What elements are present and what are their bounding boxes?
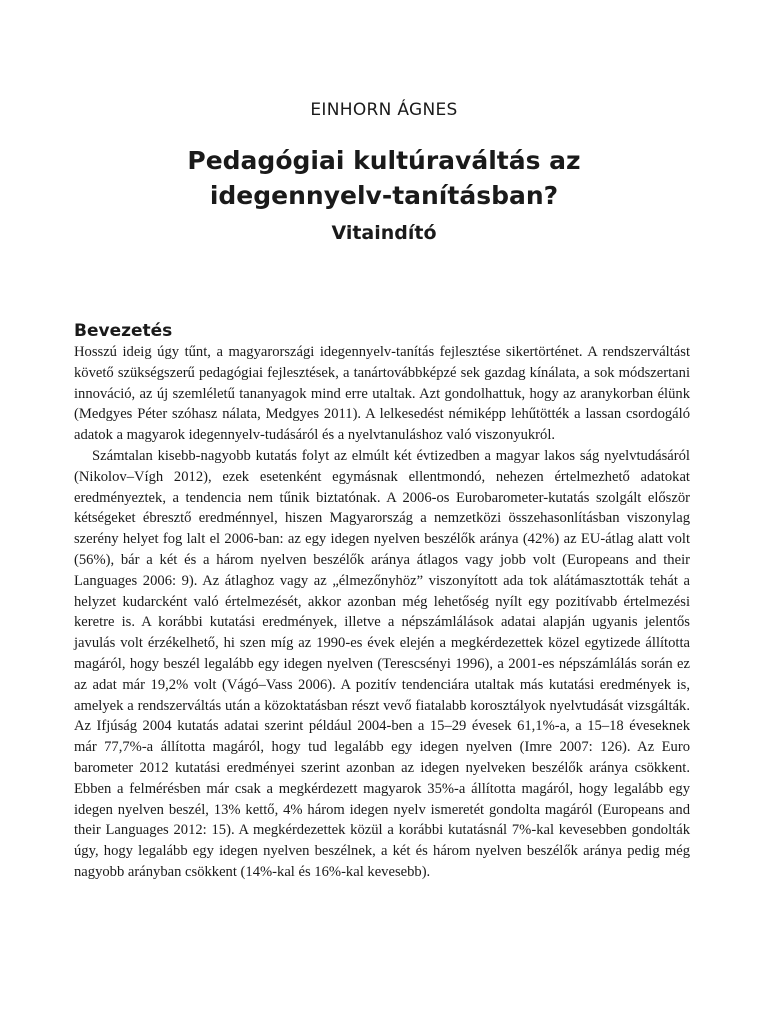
body-text xyxy=(74,342,690,883)
title-line-2: idegennyelv-tanításban? xyxy=(209,181,559,210)
paragraph-1: Hosszú ideig úgy tűnt, a magyarországi idegennyelv-tanítás fejlesztése sikertörténet. A rendszerváltást követő szükségszerű pedagógiai fejlesztések, a tanártovábbképzé sek gazdag kínálata, a sok módszertani innováció, az új szemléletű tananyagok mind erre utaltak. Azt gondolhattuk, hogy az aranykorban élünk (Medgyes Péter szóhasz nálata, Medgyes 2011). A lelkesedést némiképp lehűtötték a lassan csordogáló adatok a magyarok idegennyelv-tudásáról és a nyelvtanuláshoz való viszonyukról. xyxy=(74,344,690,444)
paragraph-2: Számtalan kisebb-nagyobb kutatás folyt az elmúlt két évtizedben a magyar lakos ság nyelvtudásáról (Nikolov–Vígh 2012), ezek esetenként egymásnak ellentmondó, nehezen értelmezhető adatokat eredményeztek, a tendencia nem tűnik biztatónak. A 2006-os Eurobarometer-kutatás szolgált először kétségeket ébresztő eredménnyel, hiszen Magyarország a nemzetközi összehasonlításban viszonylag szerény helyet fog lalt el 2006-ban: az egy idegen nyelven beszélők aránya (42%) az EU-átlag alatt volt (56%), bár a két és a három nyelven beszélők aránya átlagos vagy jobb volt (Europeans and their Languages 2006: 9). Az átlaghoz vagy az „élmezőnyhöz” viszonyított ada tok alátámasztották tehát a helyzet kudarcként való értelmezését, akkor azonban még lehetőség nyílt egy pozitívabb értelmezési keretre is. A korábbi kutatási eredmények, illetve a népszámlálások adatai alapján ugyanis jelentős javulás volt érzékelhető, hi szen míg az 1990-es évek elején a megkérdezettek közel egytizede állította magáról, hogy beszél legalább egy idegen nyelven (Terescsényi 1996), a 2001-es népszámlálás során ez az adat már 19,2% volt (Vágó–Vass 2006). A pozitív tendenciára utaltak más kutatási eredmények is, amelyek a rendszerváltás után a közoktatásban részt vevő fiatalabb korosztályok nyelvtudását vizsgálták. Az Ifjúság 2004 kutatás adatai szerint például 2004-ben a 15–29 évesek 61,1%-a, a 15–18 éveseknek már 77,7%-a állította magáról, hogy tud legalább egy idegen nyelven (Imre 2007: 126). Az Euro barometer 2012 kutatási eredményei szerint azonban az idegen nyelveken beszélők aránya csökkent. Ebben a felmérésben már csak a megkérdezett magyarok 35%-a állította magáról, hogy legalább egy idegen nyelven beszél, 13% kettő, 4% három idegen nyelv ismeretét gondolta magáról (Europeans and their Languages 2012: 15). A megkérdezettek közül a korábbi kutatásnál 7%-kal kevesebben gondolták úgy, hogy legalább egy idegen nyelven beszélnek, a két és három nyelven beszélők aránya pedig még nagyobb arányban csökkent (14%-kal és 16%-kal kevesebb). xyxy=(74,447,690,880)
title-line-1: Pedagógiai kultúraváltás az xyxy=(187,146,581,175)
author-name: EINHORN ÁGNES xyxy=(310,100,458,120)
section-heading: Bevezetés xyxy=(74,321,173,341)
article-subtitle: Vitaindító xyxy=(331,222,437,244)
article-title xyxy=(0,143,768,213)
